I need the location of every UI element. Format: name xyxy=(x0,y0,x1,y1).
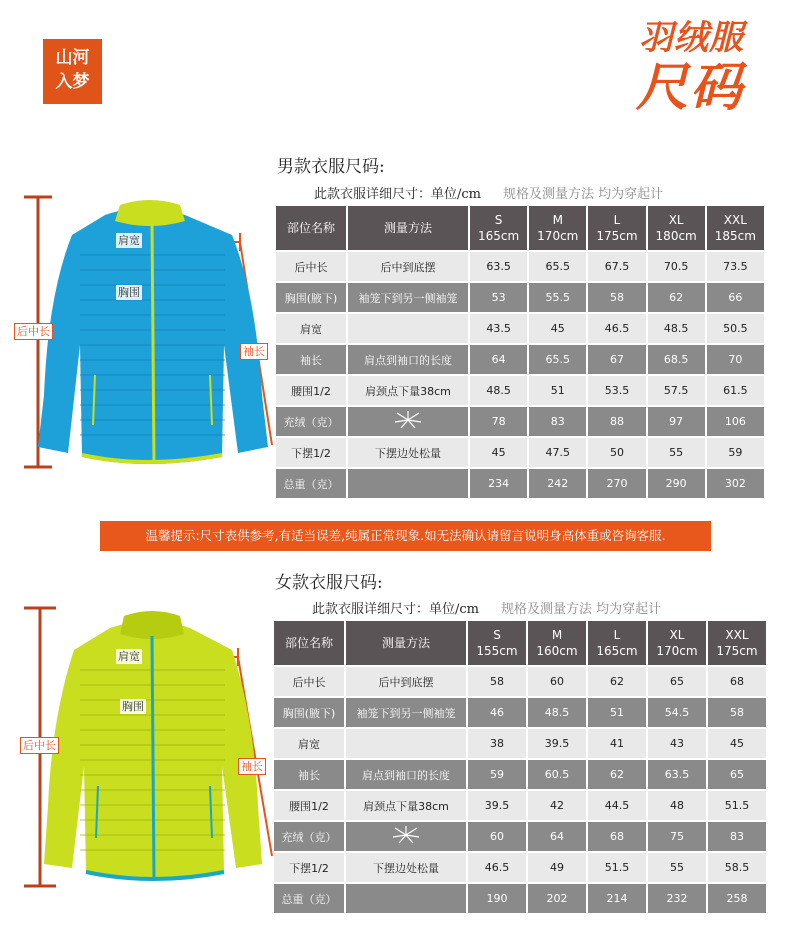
table-row xyxy=(276,469,764,498)
row-name: 胸围(腋下) xyxy=(276,283,346,312)
women-header-l: L 165cm xyxy=(588,621,646,665)
row-method: 肩点到袖口的长度 xyxy=(348,345,468,374)
cell-xxl: 58 xyxy=(708,698,766,727)
cell-s: 64 xyxy=(470,345,527,374)
table-row xyxy=(276,252,764,281)
cell-l: 67.5 xyxy=(588,252,645,281)
women-header-xl: XL 170cm xyxy=(648,621,706,665)
table-row xyxy=(274,791,766,820)
men-header-part: 部位名称 xyxy=(276,206,346,250)
cell-m: 64 xyxy=(528,822,586,851)
women-subtitle-line xyxy=(312,598,661,617)
cell-m: 55.5 xyxy=(529,283,586,312)
row-method-feather xyxy=(348,407,468,436)
cell-xl: 57.5 xyxy=(648,376,705,405)
row-method: 肩点到袖口的长度 xyxy=(346,760,466,789)
cell-s: 38 xyxy=(468,729,526,758)
cell-xl: 70.5 xyxy=(648,252,705,281)
cell-m: 42 xyxy=(528,791,586,820)
cell-m: 48.5 xyxy=(528,698,586,727)
cell-xl: 55 xyxy=(648,853,706,882)
cell-s: 234 xyxy=(470,469,527,498)
cell-s: 48.5 xyxy=(470,376,527,405)
cell-l: 44.5 xyxy=(588,791,646,820)
men-note: 规格及测量方法 均为穿起计 xyxy=(503,187,664,202)
cell-s: 63.5 xyxy=(470,252,527,281)
cell-xxl: 106 xyxy=(707,407,764,436)
cell-l: 51 xyxy=(588,698,646,727)
cell-l: 68 xyxy=(588,822,646,851)
row-name: 肩宽 xyxy=(276,314,346,343)
women-chest-label: 胸围 xyxy=(122,700,144,713)
cell-m: 39.5 xyxy=(528,729,586,758)
men-header-xl: XL 180cm xyxy=(648,206,705,250)
down-feather-icon xyxy=(391,825,421,845)
cell-m: 65.5 xyxy=(529,345,586,374)
table-row xyxy=(274,853,766,882)
cell-xl: 63.5 xyxy=(648,760,706,789)
cell-xxl: 66 xyxy=(707,283,764,312)
row-name: 袖长 xyxy=(276,345,346,374)
row-method xyxy=(346,884,466,913)
men-chest-label: 胸围 xyxy=(118,286,140,299)
women-header-part: 部位名称 xyxy=(274,621,344,665)
cell-m: 47.5 xyxy=(529,438,586,467)
cell-xl: 65 xyxy=(648,667,706,696)
women-sleeve-label: 袖长 xyxy=(238,758,266,775)
logo-line1: 山河 xyxy=(55,48,90,68)
men-header-method: 测量方法 xyxy=(348,206,468,250)
row-method: 肩颈点下量38cm xyxy=(348,376,468,405)
women-note: 规格及测量方法 均为穿起计 xyxy=(501,602,662,617)
header-title-big: 尺码 xyxy=(635,58,744,118)
cell-l: 58 xyxy=(588,283,645,312)
table-row xyxy=(276,407,764,436)
row-name: 腰围1/2 xyxy=(276,376,346,405)
cell-xxl: 73.5 xyxy=(707,252,764,281)
cell-m: 60.5 xyxy=(528,760,586,789)
table-row xyxy=(274,760,766,789)
cell-xl: 54.5 xyxy=(648,698,706,727)
cell-s: 39.5 xyxy=(468,791,526,820)
table-row xyxy=(276,283,764,312)
cell-l: 270 xyxy=(588,469,645,498)
table-row xyxy=(274,884,766,913)
table-row xyxy=(274,667,766,696)
row-method: 袖笼下到另一侧袖笼 xyxy=(346,698,466,727)
row-name: 下摆1/2 xyxy=(274,853,344,882)
women-header-s: S 155cm xyxy=(468,621,526,665)
cell-l: 62 xyxy=(588,760,646,789)
row-method: 肩颈点下量38cm xyxy=(346,791,466,820)
cell-xl: 48 xyxy=(648,791,706,820)
cell-xxl: 61.5 xyxy=(707,376,764,405)
cell-xl: 55 xyxy=(648,438,705,467)
men-header-xxl: XXL 185cm xyxy=(707,206,764,250)
cell-s: 46.5 xyxy=(468,853,526,882)
cell-s: 60 xyxy=(468,822,526,851)
cell-xxl: 50.5 xyxy=(707,314,764,343)
men-header-l: L 175cm xyxy=(588,206,645,250)
table-row xyxy=(276,345,764,374)
row-name: 充绒（克） xyxy=(276,407,346,436)
cell-l: 214 xyxy=(588,884,646,913)
table-row xyxy=(276,314,764,343)
row-method: 下摆边处松量 xyxy=(348,438,468,467)
table-row xyxy=(274,729,766,758)
cell-l: 46.5 xyxy=(588,314,645,343)
men-table-header-row xyxy=(276,206,764,250)
cell-m: 49 xyxy=(528,853,586,882)
row-name: 总重（克） xyxy=(274,884,344,913)
cell-l: 51.5 xyxy=(588,853,646,882)
row-method: 后中到底摆 xyxy=(346,667,466,696)
women-back-length-label: 后中长 xyxy=(20,737,59,754)
cell-xl: 97 xyxy=(648,407,705,436)
cell-l: 62 xyxy=(588,667,646,696)
women-header-xxl: XXL 175cm xyxy=(708,621,766,665)
header-title-top: 羽绒服 xyxy=(639,18,744,58)
cell-s: 78 xyxy=(470,407,527,436)
cell-xxl: 68 xyxy=(708,667,766,696)
cell-m: 45 xyxy=(529,314,586,343)
row-name: 充绒（克） xyxy=(274,822,344,851)
cell-xxl: 51.5 xyxy=(708,791,766,820)
row-method xyxy=(348,314,468,343)
women-section-title: 女款衣服尺码: xyxy=(275,573,383,593)
row-name: 肩宽 xyxy=(274,729,344,758)
cell-xl: 62 xyxy=(648,283,705,312)
men-size-table xyxy=(274,204,766,500)
cell-xxl: 302 xyxy=(707,469,764,498)
men-sleeve-label: 袖长 xyxy=(240,343,268,360)
cell-xxl: 65 xyxy=(708,760,766,789)
row-method xyxy=(348,469,468,498)
women-header-method: 测量方法 xyxy=(346,621,466,665)
table-row xyxy=(274,698,766,727)
cell-xxl: 58.5 xyxy=(708,853,766,882)
cell-xxl: 83 xyxy=(708,822,766,851)
women-shoulder-label: 肩宽 xyxy=(118,650,140,663)
men-shoulder-label: 肩宽 xyxy=(118,234,140,247)
women-header-m: M 160cm xyxy=(528,621,586,665)
cell-xxl: 45 xyxy=(708,729,766,758)
cell-xl: 75 xyxy=(648,822,706,851)
row-name: 下摆1/2 xyxy=(276,438,346,467)
row-method-feather xyxy=(346,822,466,851)
cell-l: 50 xyxy=(588,438,645,467)
men-subtitle: 此款衣服详细尺寸：单位/cm xyxy=(314,187,481,202)
women-size-table xyxy=(272,619,768,915)
women-jacket-diagram xyxy=(10,606,280,890)
men-section-title: 男款衣服尺码: xyxy=(277,157,385,177)
cell-m: 60 xyxy=(528,667,586,696)
logo-line2: 入梦 xyxy=(55,72,90,92)
page-header xyxy=(636,18,744,118)
cell-s: 46 xyxy=(468,698,526,727)
cell-m: 242 xyxy=(529,469,586,498)
cell-s: 190 xyxy=(468,884,526,913)
men-subtitle-line xyxy=(314,183,663,202)
cell-s: 53 xyxy=(470,283,527,312)
cell-s: 58 xyxy=(468,667,526,696)
cell-xxl: 70 xyxy=(707,345,764,374)
cell-s: 45 xyxy=(470,438,527,467)
women-table-header-row xyxy=(274,621,766,665)
row-name: 腰围1/2 xyxy=(274,791,344,820)
cell-m: 65.5 xyxy=(529,252,586,281)
cell-s: 59 xyxy=(468,760,526,789)
table-row xyxy=(276,438,764,467)
row-name: 后中长 xyxy=(274,667,344,696)
cell-s: 43.5 xyxy=(470,314,527,343)
men-back-length-label: 后中长 xyxy=(14,323,53,340)
cell-xl: 48.5 xyxy=(648,314,705,343)
men-header-s: S 165cm xyxy=(470,206,527,250)
table-row xyxy=(276,376,764,405)
row-method: 后中到底摆 xyxy=(348,252,468,281)
cell-m: 83 xyxy=(529,407,586,436)
men-jacket-diagram xyxy=(10,195,280,475)
cell-l: 53.5 xyxy=(588,376,645,405)
cell-xl: 68.5 xyxy=(648,345,705,374)
cell-m: 51 xyxy=(529,376,586,405)
cell-xxl: 258 xyxy=(708,884,766,913)
cell-xl: 43 xyxy=(648,729,706,758)
cell-l: 67 xyxy=(588,345,645,374)
women-subtitle: 此款衣服详细尺寸：单位/cm xyxy=(312,602,479,617)
cell-xl: 232 xyxy=(648,884,706,913)
row-name: 袖长 xyxy=(274,760,344,789)
row-name: 后中长 xyxy=(276,252,346,281)
cell-xxl: 59 xyxy=(707,438,764,467)
notice-banner: 温馨提示:尺寸表供参考,有适当误差,纯属正常现象.如无法确认请留言说明身高体重或咨询客服. xyxy=(100,521,711,551)
table-row xyxy=(274,822,766,851)
cell-xl: 290 xyxy=(648,469,705,498)
row-method: 下摆边处松量 xyxy=(346,853,466,882)
men-header-m: M 170cm xyxy=(529,206,586,250)
cell-l: 41 xyxy=(588,729,646,758)
brand-logo xyxy=(43,39,102,104)
cell-m: 202 xyxy=(528,884,586,913)
row-name: 胸围(腋下) xyxy=(274,698,344,727)
row-name: 总重（克） xyxy=(276,469,346,498)
down-feather-icon xyxy=(393,410,423,430)
cell-l: 88 xyxy=(588,407,645,436)
row-method xyxy=(346,729,466,758)
row-method: 袖笼下到另一侧袖笼 xyxy=(348,283,468,312)
